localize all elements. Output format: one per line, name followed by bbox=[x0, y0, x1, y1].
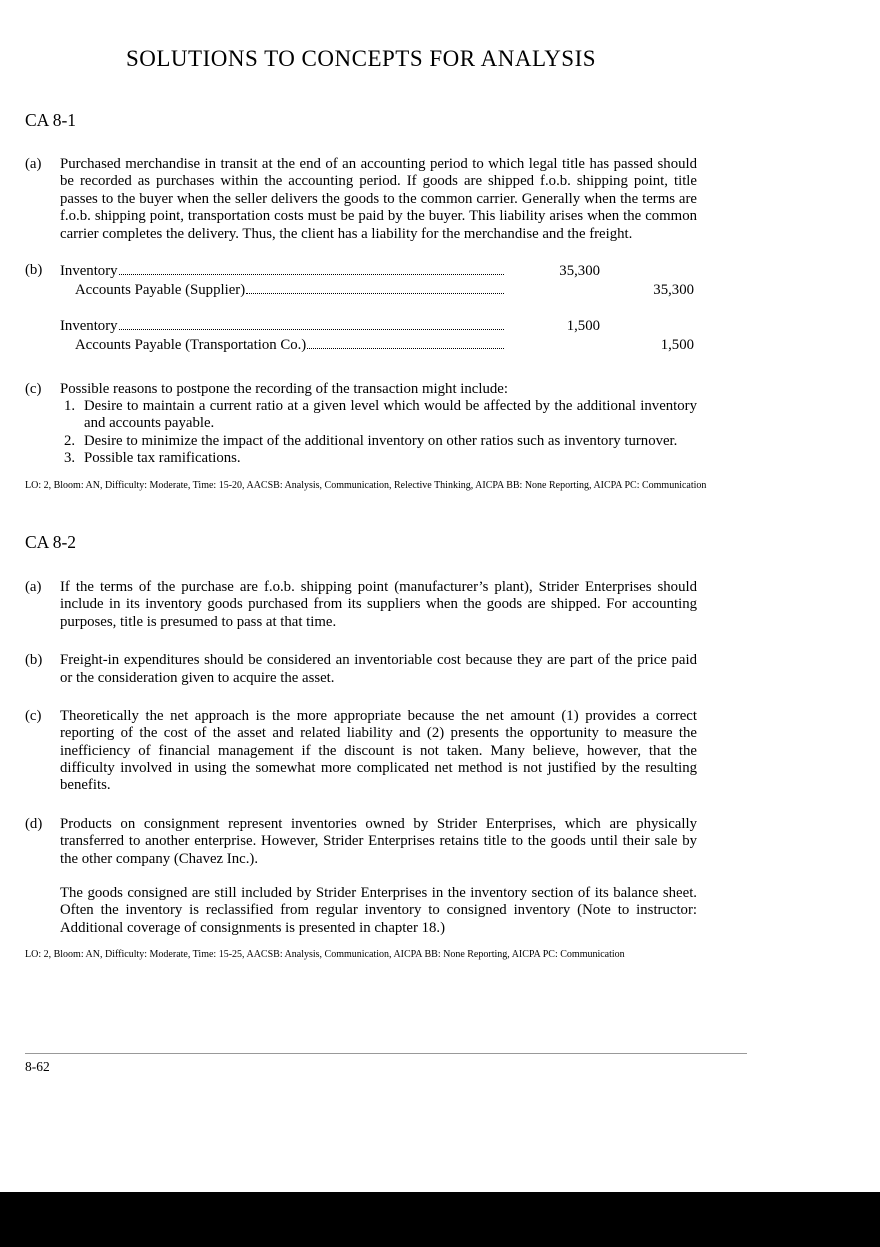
account-name: Accounts Payable (Supplier) bbox=[75, 281, 246, 298]
item-text: Possible tax ramifications. bbox=[84, 450, 241, 467]
paragraph-ca82-b bbox=[25, 652, 697, 687]
item-number: 2. bbox=[64, 432, 76, 449]
journal-entry-row bbox=[60, 317, 694, 336]
paragraph-text: If the terms of the purchase are f.o.b. shipping point (manufacturer’s plant), Strider Enterprises should include in its inventory goods purchased from its suppliers when the goods are shipped. For accounting purposes, title is presumed to pass at that time. bbox=[60, 579, 697, 630]
journal-entry-row bbox=[60, 336, 694, 355]
numbered-item bbox=[60, 450, 697, 467]
paragraph-ca81-b bbox=[25, 262, 697, 355]
paragraph-label: (d) bbox=[25, 815, 43, 832]
paragraph-ca82-d bbox=[25, 816, 697, 937]
account-name: Inventory bbox=[60, 317, 118, 334]
paragraph-ca82-a bbox=[25, 579, 697, 631]
dot-leader bbox=[119, 274, 504, 275]
paragraph-text: Possible reasons to postpone the recording of the transaction might include: bbox=[60, 380, 508, 397]
credit-amount: 1,500 bbox=[660, 336, 694, 353]
paragraph-text: Products on consignment represent inventories owned by Strider Enterprises, which are physically transferred to another enterprise. However, Strider Enterprises retains title to the goods until their sale by the other company (Chavez Inc.). bbox=[60, 815, 697, 867]
page-title: SOLUTIONS TO CONCEPTS FOR ANALYSIS bbox=[125, 46, 597, 71]
paragraph-label: (b) bbox=[25, 261, 43, 278]
paragraph-ca81-c bbox=[25, 381, 697, 468]
paragraph-label: (c) bbox=[25, 707, 42, 724]
numbered-item bbox=[60, 433, 697, 450]
lo-footnote-ca81: LO: 2, Bloom: AN, Difficulty: Moderate, Time: 15-20, AACSB: Analysis, Communication, Relective Thinking, AICPA BB: None Reporting, AICPA PC: Communication bbox=[25, 479, 707, 491]
paragraph-text: Purchased merchandise in transit at the end of an accounting period to which legal title has passed should be recorded as purchases within the accounting period. If goods are shipped f.o.b. shipping point, title passes to the buyer when the seller delivers the goods to the common carrier. Generally when the terms are f.o.b. shipping point, transportation costs must be paid by the buyer. This liability arises when the common carrier completes the delivery. Thus, the client has a liability for the merchandise and the freight. bbox=[60, 156, 697, 242]
journal-entries bbox=[60, 262, 694, 355]
journal-entry-row bbox=[60, 281, 694, 300]
paragraph-label: (a) bbox=[25, 579, 42, 595]
item-number: 3. bbox=[64, 450, 76, 467]
paragraph-label: (a) bbox=[25, 156, 42, 172]
dot-leader bbox=[246, 293, 504, 294]
credit-amount: 35,300 bbox=[653, 281, 694, 298]
item-text: Desire to maintain a current ratio at a given level which would be affected by the additional inventory and accounts payable. bbox=[84, 398, 697, 432]
page-number: 8-62 bbox=[25, 1059, 50, 1074]
account-name: Accounts Payable (Transportation Co.) bbox=[75, 336, 307, 353]
item-number: 1. bbox=[64, 398, 76, 414]
paragraph-label: (c) bbox=[25, 380, 42, 397]
item-text: Desire to minimize the impact of the additional inventory on other ratios such as inventory turnover. bbox=[84, 432, 678, 449]
paragraph-label: (b) bbox=[25, 652, 43, 669]
section-heading-ca82: CA 8-2 bbox=[25, 532, 77, 552]
paragraph-ca81-a bbox=[25, 156, 697, 243]
numbered-item bbox=[60, 398, 697, 433]
footer-divider bbox=[25, 1053, 747, 1054]
lo-footnote-ca82: LO: 2, Bloom: AN, Difficulty: Moderate, Time: 15-25, AACSB: Analysis, Communication, AICPA BB: None Reporting, AICPA PC: Communication bbox=[25, 949, 625, 960]
paragraph-text: The goods consigned are still included by Strider Enterprises in the inventory section of its balance sheet. Often the inventory is reclassified from regular inventory to consigned inventory (Note to instructor: Additional coverage of consignments is presented in chapter 18.) bbox=[60, 884, 697, 936]
paragraph-text: Theoretically the net approach is the more appropriate because the net amount (1) provides a correct reporting of the cost of the asset and related liability and (2) presents the opportunity to measure the inefficiency of financial management if the discount is not taken. Many believe, however, that the difficulty involved in using the somewhat more complicated net method is not justified by the resulting benefits. bbox=[60, 707, 697, 794]
debit-amount: 1,500 bbox=[566, 317, 600, 334]
dot-leader bbox=[119, 329, 504, 330]
numbered-list bbox=[60, 398, 697, 468]
journal-entry-row bbox=[60, 262, 694, 281]
bottom-black-bar bbox=[0, 1192, 880, 1247]
debit-amount: 35,300 bbox=[559, 262, 600, 279]
account-name: Inventory bbox=[60, 262, 118, 279]
paragraph-ca82-c bbox=[25, 708, 697, 795]
section-heading-ca81: CA 8-1 bbox=[25, 110, 77, 130]
paragraph-text: Freight-in expenditures should be considered an inventoriable cost because they are part of the price paid or the consideration given to acquire the asset. bbox=[60, 652, 697, 686]
dot-leader bbox=[307, 348, 504, 349]
